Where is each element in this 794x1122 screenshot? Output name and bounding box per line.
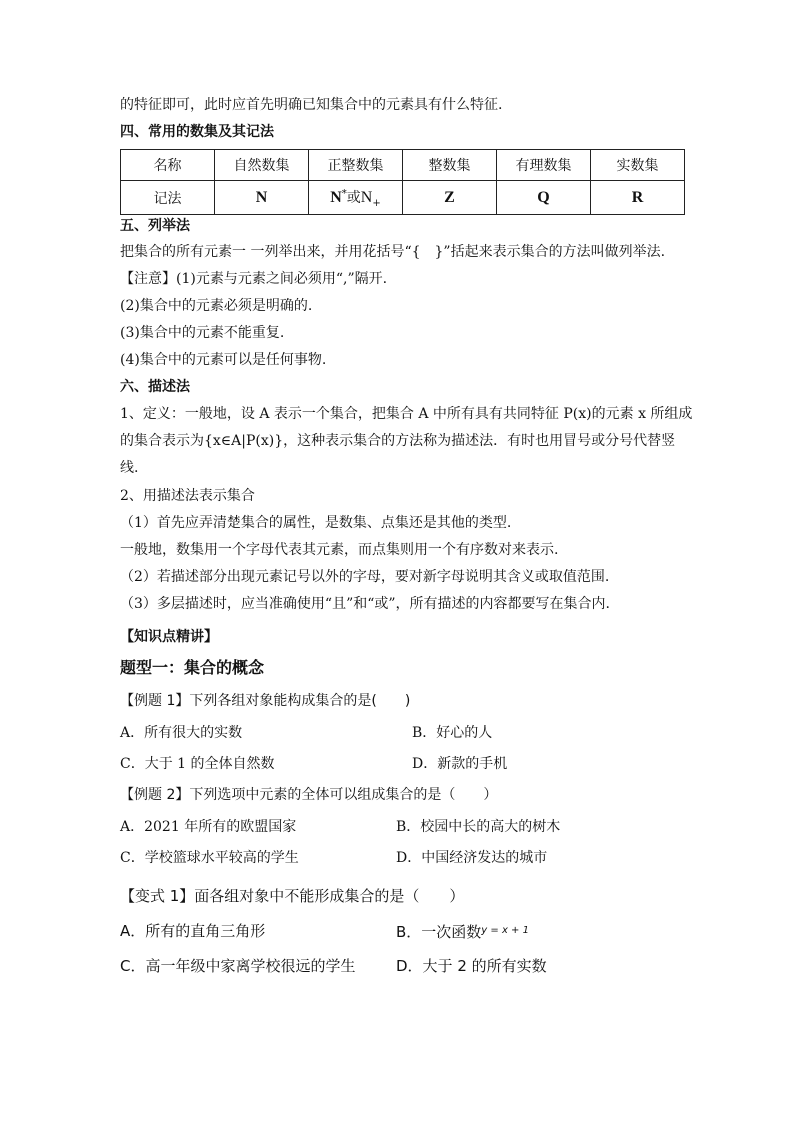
type1-title: 题型一：集合的概念 — [120, 658, 265, 677]
example1-option-d: D．新款的手机 — [412, 756, 508, 772]
section6-title: 六、描述法 — [120, 379, 190, 395]
table-header-cell: 实数集 — [591, 150, 685, 181]
section5-note: (2)集合中的元素必须是明确的. — [120, 298, 313, 314]
section5-note: (3)集合中的元素不能重复. — [120, 325, 285, 341]
rational-set-symbol: Q — [497, 181, 591, 215]
example2-option-c: C．学校篮球水平较高的学生 — [120, 850, 299, 866]
section5-title: 五、列举法 — [120, 218, 190, 234]
example2-option-a: A．2021 年所有的欧盟国家 — [120, 819, 297, 835]
positive-integer-set-symbol: N*或$N_+$ — [309, 181, 403, 215]
table-header-cell: 自然数集 — [215, 150, 309, 181]
knowledge-header: 【知识点精讲】 — [120, 629, 218, 645]
section5-note: (4)集合中的元素可以是任何事物. — [120, 352, 327, 368]
table-row-label: 记法 — [121, 181, 215, 215]
example1-option-b: B．好心的人 — [412, 725, 493, 741]
section6-line: （2）若描述部分出现元素记号以外的字母，要对新字母说明其含义或取值范围. — [120, 569, 610, 585]
variant1-option-c: C．高一年级中家离学校很远的学生 — [120, 957, 356, 975]
intro-tail-text: 的特征即可，此时应首先明确已知集合中的元素具有什么特征. — [120, 97, 503, 113]
table-header-cell: 整数集 — [403, 150, 497, 181]
section6-line: 1、定义：一般地，设 A 表示一个集合，把集合 A 中所有具有共同特征 P(x)的元素 x 所组成 — [120, 406, 693, 422]
section6-line: （1）首先应弄清楚集合的属性，是数集、点集还是其他的类型. — [120, 515, 512, 531]
section6-line: （3）多层描述时，应当准确使用“且”和“或”，所有描述的内容都要写在集合内. — [120, 596, 610, 612]
variant1-question: 【变式 1】面各组对象中不能形成集合的是（ ） — [120, 887, 465, 905]
section5-note: 【注意】(1)元素与元素之间必须用“,”隔开. — [120, 271, 388, 287]
variant1-option-d: D．大于 2 的所有实数 — [396, 957, 547, 975]
section6-line: 2、用描述法表示集合 — [120, 488, 255, 504]
section6-line: 的集合表示为{x∈A|P(x)}，这种表示集合的方法称为描述法．有时也用冒号或分号代替竖 — [120, 433, 676, 449]
section6-line: 线. — [120, 460, 139, 476]
table-notation-row — [121, 181, 685, 215]
variant1-option-b: B．一次函数$^{y = x + 1}$ — [396, 923, 529, 941]
variant1-option-a: A．所有的直角三角形 — [120, 922, 266, 940]
table-header-cell: 名称 — [121, 150, 215, 181]
natural-set-symbol: N — [215, 181, 309, 215]
section5-definition: 把集合的所有元素一 一列举出来，并用花括号“{ }”括起来表示集合的方法叫做列举法. — [120, 244, 666, 260]
example2-option-d: D．中国经济发达的城市 — [396, 850, 548, 866]
section4-title: 四、常用的数集及其记法 — [120, 124, 274, 140]
linear-function-formula: y = x + 1 — [481, 925, 529, 936]
real-set-symbol: R — [591, 181, 685, 215]
example1-question: 【例题 1】下列各组对象能构成集合的是( ) — [120, 693, 411, 709]
table-header-cell: 正整数集 — [309, 150, 403, 181]
integer-set-symbol: Z — [403, 181, 497, 215]
example1-option-a: A．所有很大的实数 — [120, 725, 243, 741]
example1-option-c: C．大于 1 的全体自然数 — [120, 756, 275, 772]
example2-option-b: B．校园中长的高大的树木 — [396, 819, 561, 835]
number-sets-table — [120, 149, 685, 215]
section6-line: 一般地，数集用一个字母代表其元素，而点集则用一个有序数对来表示. — [120, 542, 559, 558]
example2-question: 【例题 2】下列选项中元素的全体可以组成集合的是（ ） — [120, 787, 498, 803]
table-header-cell: 有理数集 — [497, 150, 591, 181]
table-header-row — [121, 150, 685, 181]
